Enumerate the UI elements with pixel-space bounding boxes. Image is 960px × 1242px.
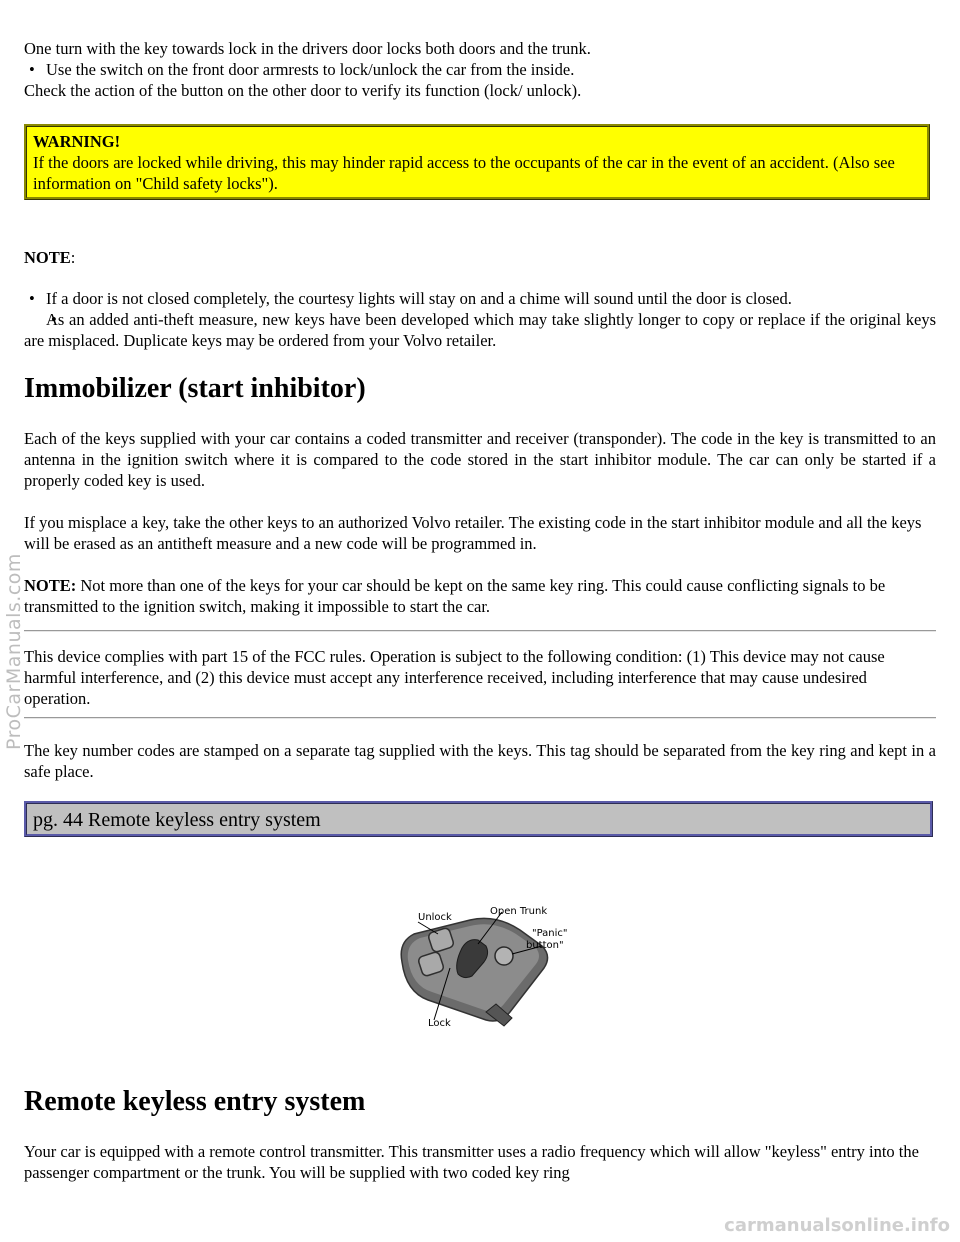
immobilizer-note bbox=[24, 575, 936, 617]
key-tag-paragraph: The key number codes are stamped on a separate tag supplied with the keys. This tag should be separated from the key ring and kept in a safe place. bbox=[24, 741, 936, 781]
label-open-trunk: Open Trunk bbox=[490, 906, 548, 917]
label-lock: Lock bbox=[428, 1018, 451, 1029]
remote-heading: Remote keyless entry system bbox=[24, 1086, 366, 1117]
remote-paragraph-1: Your car is equipped with a remote control transmitter. This transmitter uses a radio frequency which will allow "keyless" entry into the passenger compartment or the trunk. You will be supplied with two coded key ring bbox=[24, 1142, 919, 1182]
watermark-side: ProCarManuals.com bbox=[3, 553, 25, 750]
warning-title: WARNING! bbox=[33, 132, 121, 151]
intro-bullet-list bbox=[24, 59, 936, 80]
remote-key-figure bbox=[392, 900, 568, 1040]
divider-top bbox=[24, 630, 936, 632]
warning-box bbox=[24, 124, 930, 200]
divider-bottom bbox=[24, 717, 936, 719]
intro-bullet-item: • Use the switch on the front door armrests to lock/unlock the car from the inside. bbox=[24, 59, 936, 80]
immobilizer-paragraph-1: Each of the keys supplied with your car contains a coded transmitter and receiver (transponder). The code in the key is transmitted to an antenna in the ignition switch where it is compared to the code stored in the start inhibitor module. The car can only be started if a properly coded key is used. bbox=[24, 429, 936, 490]
watermark-footer: carmanualsonline.info bbox=[724, 1215, 950, 1236]
immobilizer-note-text: Not more than one of the keys for your car should be kept on the same key ring. This could cause conflicting signals to be transmitted to the ignition switch, making it impossible to start the car. bbox=[24, 576, 886, 616]
immobilizer-note-label: NOTE: bbox=[24, 576, 77, 595]
warning-body: If the doors are locked while driving, this may hinder rapid access to the occupants of the car in the event of an accident. (Also see information on "Child safety locks"). bbox=[33, 153, 895, 193]
label-unlock: Unlock bbox=[418, 912, 452, 923]
label-panic-line-1: "Panic" bbox=[532, 928, 568, 939]
immobilizer-heading: Immobilizer (start inhibitor) bbox=[24, 373, 366, 404]
fcc-statement: This device complies with part 15 of the FCC rules. Operation is subject to the following condition: (1) This device may not cause harmful interference, and (2) this device must accept any interference received, including interference that may cause undesired operation. bbox=[24, 647, 885, 708]
intro-line-1: One turn with the key towards lock in the drivers door locks both doors and the trunk. bbox=[24, 39, 591, 58]
immobilizer-paragraph-2: If you misplace a key, take the other keys to an authorized Volvo retailer. The existing code in the start inhibitor module and all the keys will be erased as an antitheft measure and a new code will be programmed in. bbox=[24, 513, 922, 553]
note-bullet-list bbox=[24, 288, 936, 351]
intro-line-2: Check the action of the button on the other door to verify its function (lock/ unlock). bbox=[24, 81, 582, 100]
note-bullet-item: • As an added anti-theft measure, new keys have been developed which may take slightly longer to copy or replace if the original keys are misplaced. Duplicate keys may be ordered from your Volvo retailer. bbox=[24, 309, 936, 351]
note-label: NOTE bbox=[24, 248, 71, 267]
note-bullet-item: • If a door is not closed completely, the courtesy lights will stay on and a chime will sound until the door is closed. bbox=[24, 288, 936, 309]
label-panic-line-2: button" bbox=[526, 940, 564, 951]
section-bar: pg. 44 Remote keyless entry system bbox=[24, 801, 933, 837]
note-heading: NOTE: bbox=[24, 248, 76, 267]
